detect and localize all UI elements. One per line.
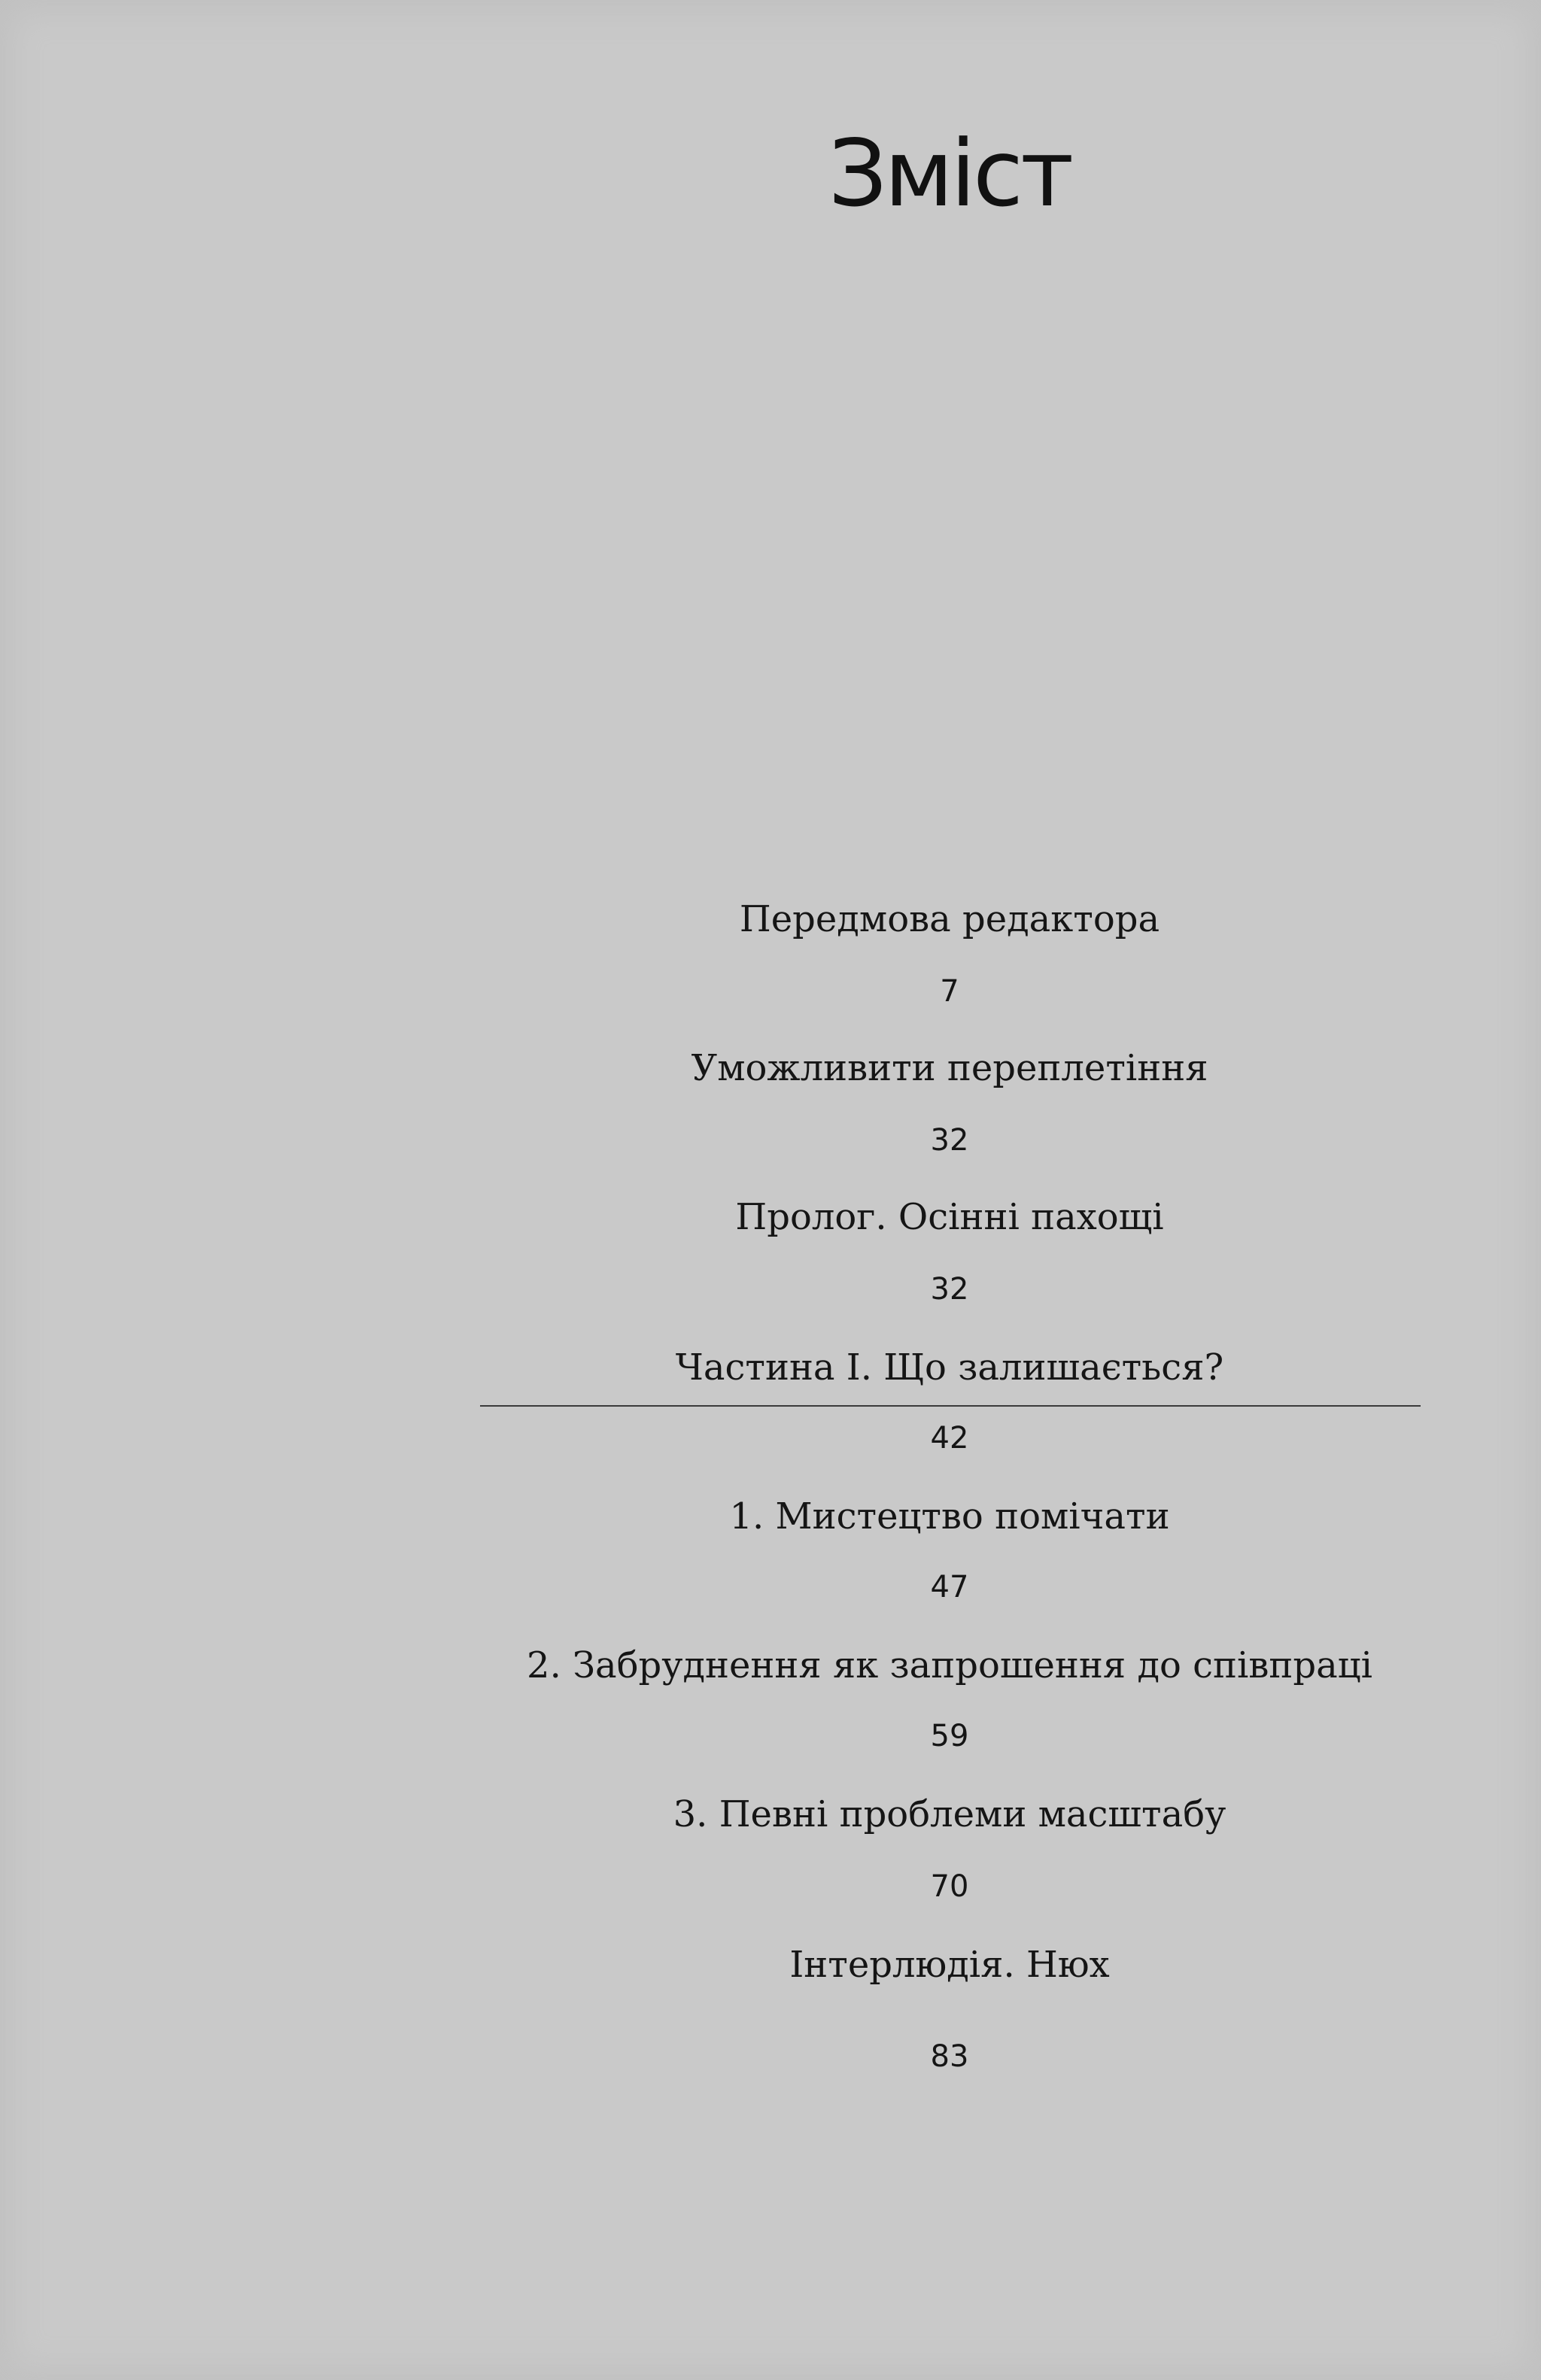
toc-entry-title: Інтерлюдія. Нюх [789,1944,1110,1986]
toc-entry-title: 2. Забруднення як запрошення до співпраці [527,1644,1372,1686]
toc-entry-page: 83 [930,2039,969,2074]
page-title: Зміст [828,120,1071,227]
toc-entry-page: 7 [940,974,959,1009]
toc-entry-title: Передмова редактора [739,898,1160,940]
toc-entry-page: 42 [930,1421,969,1456]
toc-entry-title: Частина І. Що залишається? [675,1346,1224,1389]
toc-entry-page: 70 [930,1869,969,1904]
toc-entry-page: 32 [930,1123,969,1158]
toc-entry-title: Пролог. Осінні пахощі [735,1196,1164,1238]
toc-entry-page: 32 [930,1272,969,1307]
toc-entry-title: 1. Мистецтво помічати [729,1495,1170,1538]
toc-entry-page: 47 [930,1570,969,1604]
toc-entry-page: 59 [930,1719,969,1753]
toc-entry-title: Уможливити переплетіння [691,1047,1208,1089]
section-divider [480,1405,1421,1407]
toc-entry-title: 3. Певні проблеми масштабу [673,1793,1226,1835]
